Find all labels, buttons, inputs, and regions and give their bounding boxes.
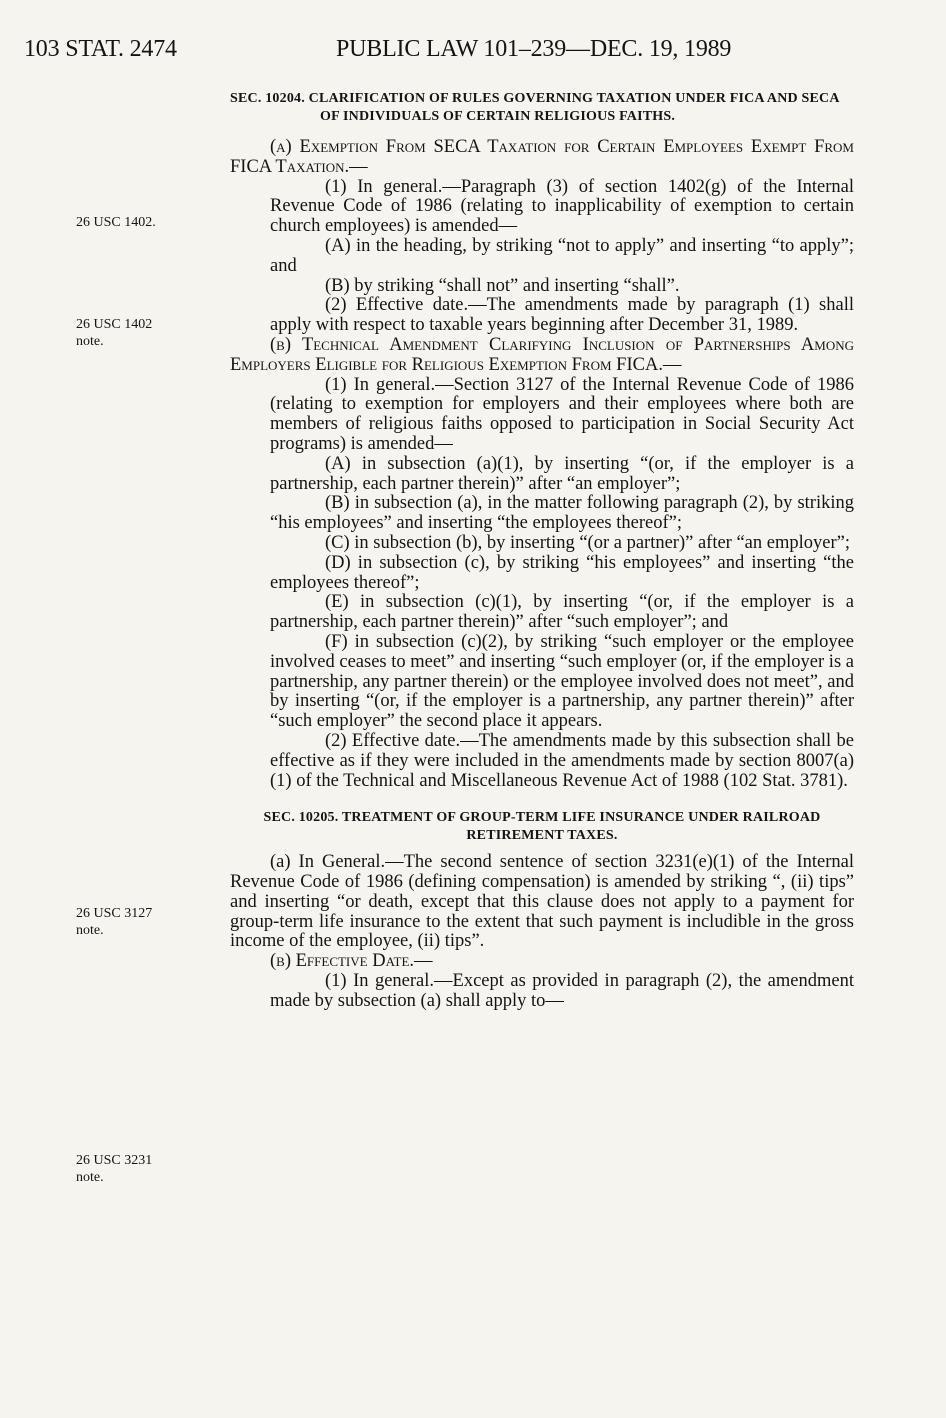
section-10205-a: (a) In General.—The second sentence of section 3231(e)(1) of the Internal Revenue Code of 1986 (defining compensation) is amended by striking “, (ii) tips” and inserting “or death, except that this clause does not apply to a payment for group-term life insurance to the extent that such payment is includible in the gross income of the employee, (ii) tips”. bbox=[230, 852, 854, 952]
paragraph-b1: (1) In general.—Section 3127 of the Internal Revenue Code of 1986 (relating to exemption for employers and their employees where both are members of religious faiths opposed to participation in Social Security Act programs) is amended— bbox=[270, 374, 854, 454]
margin-note-text: 26 USC 1402 bbox=[76, 317, 153, 332]
margin-note-text: 26 USC 3231 bbox=[76, 1153, 153, 1168]
page-number: 103 STAT. 2474 bbox=[24, 36, 177, 62]
margin-note-text: note. bbox=[76, 923, 104, 938]
margin-note-1402-note bbox=[76, 316, 206, 350]
section-10205-b1: (1) In general.—Except as provided in paragraph (2), the amendment made by subsection (a) shall apply to— bbox=[270, 971, 854, 1011]
clause-a1A: (A) in the heading, by striking “not to apply” and inserting “to apply”; and bbox=[270, 235, 854, 276]
paragraph-a2: (2) Effective date.—The amendments made by paragraph (1) shall apply with respect to taxable years beginning after December 31, 1989. bbox=[270, 295, 854, 336]
clause-b1F: (F) in subsection (c)(2), by striking “such employer or the employee involved ceases to meet” and inserting “such employer (or, if the employer is a partnership, any partner therein) or the employee involved does not meet”, and by inserting “(or, if the employer is a partnership, any partner therein)” after “such employer” the second place it appears. bbox=[270, 631, 854, 732]
section-10205-heading: SEC. 10205. TREATMENT OF GROUP-TERM LIFE INSURANCE UNDER RAILROAD RETIREMENT TAXES. bbox=[263, 810, 821, 844]
paragraph-b2: (2) Effective date.—The amendments made by this subsection shall be effective as if they were included in the amendments made by section 8007(a)(1) of the Technical and Miscellaneous Revenue Act of 1988 (102 Stat. 3781). bbox=[270, 730, 854, 791]
section-10204-heading: SEC. 10204. CLARIFICATION OF RULES GOVERNING TAXATION UNDER FICA AND SECA OF INDIVIDUALS OF CERTAIN RELIGIOUS FAITHS. bbox=[230, 91, 839, 124]
clause-b1C: (C) in subsection (b), by inserting “(or a partner)” after “an employer”; bbox=[325, 532, 850, 553]
main-text bbox=[230, 90, 854, 1012]
margin-note-3231-note bbox=[76, 1152, 206, 1186]
section-10205-b-heading: (b) Effective Date.— bbox=[270, 951, 433, 972]
margin-note-text: note. bbox=[76, 334, 104, 349]
subsection-b-heading: (b) Technical Amendment Clarifying Inclusion of Partnerships Among Employers Eligible for Religious Exemption From FICA.— bbox=[230, 334, 854, 375]
margin-note-3127-note bbox=[76, 905, 206, 939]
margin-note-text: 26 USC 3127 bbox=[76, 906, 153, 921]
subsection-a-heading: (a) Exemption From SECA Taxation for Certain Employees Exempt From FICA Taxation.— bbox=[230, 137, 854, 177]
law-title: PUBLIC LAW 101–239—DEC. 19, 1989 bbox=[336, 36, 732, 62]
paragraph-a1: (1) In general.—Paragraph (3) of section 1402(g) of the Internal Revenue Code of 1986 (relating to inapplicability of exemption to certain church employees) is amended— bbox=[270, 176, 854, 237]
clause-b1B: (B) in subsection (a), in the matter following paragraph (2), by striking “his employees” and inserting “the employees thereof”; bbox=[270, 493, 854, 534]
clause-b1D: (D) in subsection (c), by striking “his employees” and inserting “the employees thereof”; bbox=[270, 552, 854, 593]
margin-note-text: 26 USC 1402. bbox=[76, 215, 156, 230]
margin-note-1402 bbox=[76, 214, 206, 231]
clause-a1B: (B) by striking “shall not” and inserting “shall”. bbox=[325, 275, 680, 296]
page-header bbox=[24, 34, 924, 64]
clause-b1E: (E) in subsection (c)(1), by inserting “(or, if the employer is a partnership, each partner therein)” after “such employer”; and bbox=[270, 592, 854, 633]
margin-note-text: note. bbox=[76, 1170, 104, 1185]
clause-b1A: (A) in subsection (a)(1), by inserting “(or, if the employer is a partnership, each partner therein)” after “an employer”; bbox=[270, 453, 854, 494]
